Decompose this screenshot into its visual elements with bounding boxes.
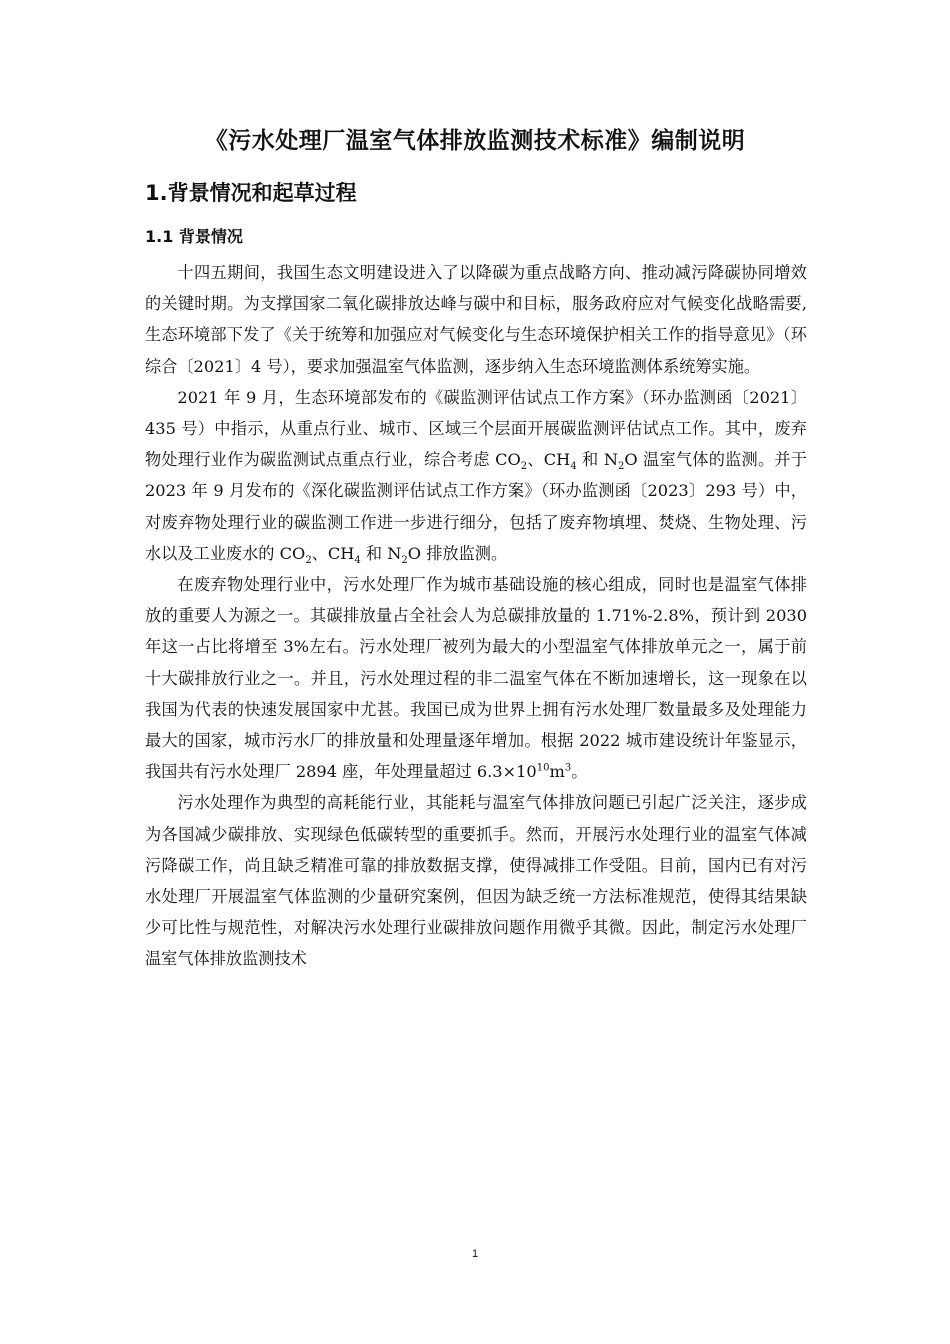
section-heading: 1.背景情况和起草过程 bbox=[145, 181, 357, 205]
body-text bbox=[145, 257, 807, 975]
paragraph-1: 十四五期间，我国生态文明建设进入了以降碳为重点战略方向、推动减污降碳协同增效的关键时期。为支撑国家二氧化碳排放达峰与碳中和目标，服务政府应对气候变化战略需要,生态环境部下发了《关于统筹和加强应对气候变化与生态环境保护相关工作的指导意见》（环综合〔2021〕4 号），要求加强温室气体监测，逐步纳入生态环境监测体系统筹实施。 bbox=[145, 263, 807, 376]
paragraph-4: 污水处理作为典型的高耗能行业，其能耗与温室气体排放问题已引起广泛关注，逐步成为各国减少碳排放、实现绿色低碳转型的重要抓手。然而，开展污水处理行业的温室气体减污降碳工作，尚且缺乏精准可靠的排放数据支撑，使得减排工作受阻。目前，国内已有对污水处理厂开展温室气体监测的少量研究案例，但因为缺乏统一方法标准规范，使得其结果缺少可比性与规范性，对解决污水处理行业碳排放问题作用微乎其微。因此，制定污水处理厂温室气体排放监测技术 bbox=[145, 793, 807, 969]
paragraph-3: 在废弃物处理行业中，污水处理厂作为城市基础设施的核心组成，同时也是温室气体排放的重要人为源之一。其碳排放量占全社会人为总碳排放量的 1.71%-2.8%，预计到 2030 年这一占比将增至 3%左右。污水处理厂被列为最大的小型温室气体排放单元之一，属于前十大碳排放行业之一。并且，污水处理过程的非二温室气体在不断加速增长，这一现象在以我国为代表的快速发展国家中尤甚。我国已成为世界上拥有污水处理厂数量最多及处理能力最大的国家，城市污水厂的排放量和处理量逐年增加。根据 2022 城市建设统计年鉴显示，我国共有污水处理厂 2894 座，年处理量超过 $6.3\times 10^{10}m^3$。 bbox=[145, 575, 807, 782]
subsection-heading: 1.1 背景情况 bbox=[145, 227, 243, 246]
paragraph-2: 2021 年 9 月，生态环境部发布的《碳监测评估试点工作方案》（环办监测函〔2021〕435 号）中指示，从重点行业、城市、区域三个层面开展碳监测评估试点工作。其中，废弃物处理行业作为碳监测试点重点行业，综合考虑 $CO_2$、$CH_4$ 和 $N_2O$ 温室气体的监测。并于 2023 年 9 月发布的《深化碳监测评估试点工作方案》（环办监测函〔2023〕293 号）中，对废弃物处理行业的碳监测工作进一步进行细分，包括了废弃物填埋、焚烧、生物处理、污水以及工业废水的 $CO_2$、$CH_4$ 和 $N_2O$ 排放监测。 bbox=[145, 387, 807, 567]
document-title: 《污水处理厂温室气体排放监测技术标准》编制说明 bbox=[204, 128, 746, 154]
page-number: 1 bbox=[471, 1248, 479, 1260]
